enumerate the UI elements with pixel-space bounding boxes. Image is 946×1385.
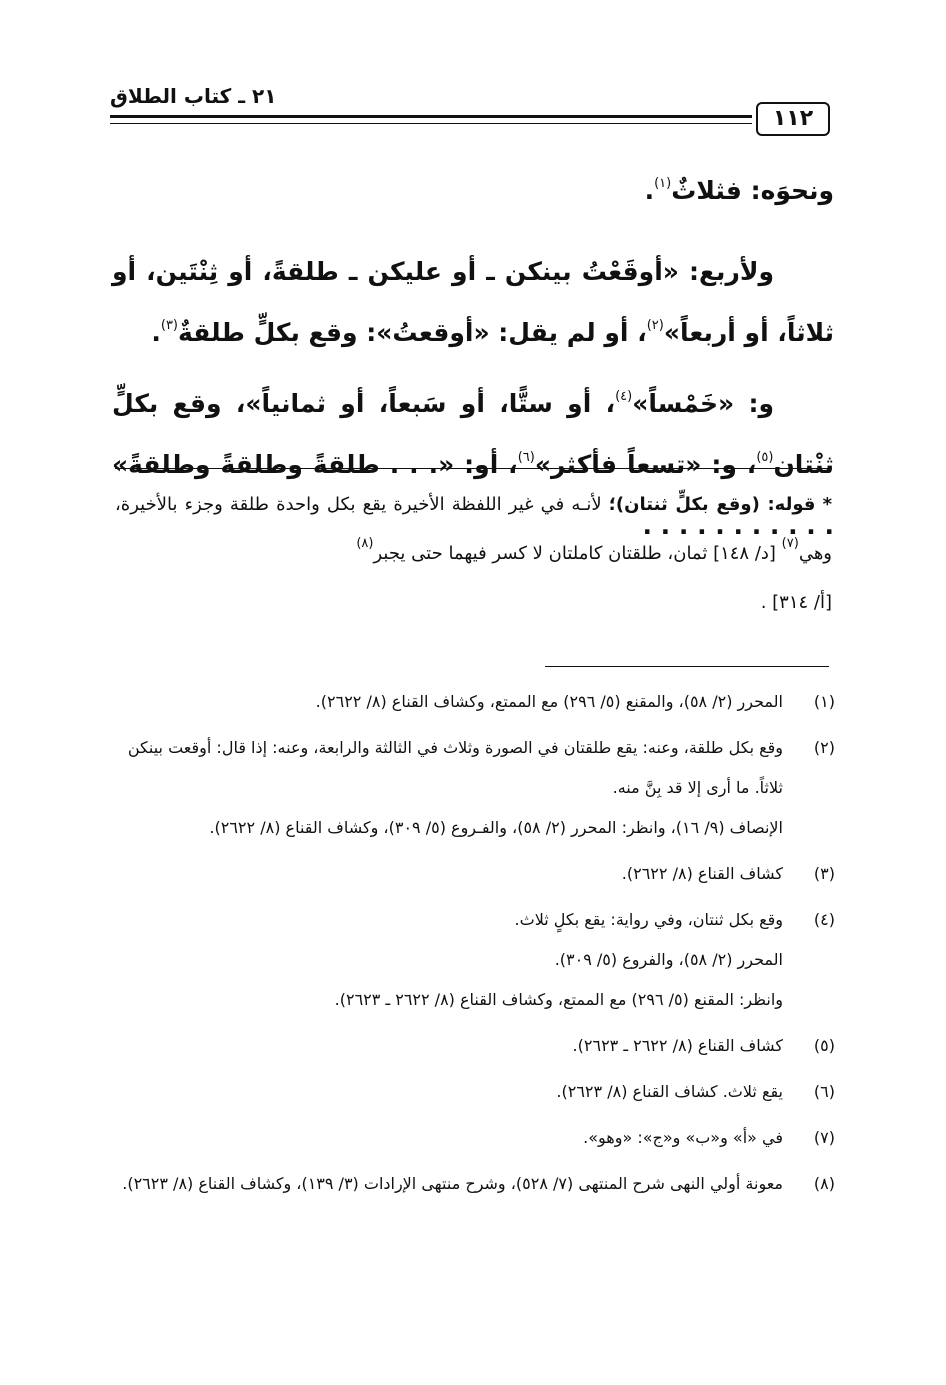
footnote-ref[interactable]: (٣) — [160, 318, 178, 333]
commentary-lead: قوله: (وقع بكلٍّ ثنتان)؛ — [608, 494, 816, 515]
main-text-span: ، أو ستًّا، أو سَبعاً، أو ثمانياً»، وقع بكلٍّ ثنْتان — [112, 389, 834, 479]
footnote-body — [115, 682, 783, 722]
footnote-line: كشاف القناع (٨/ ٢٦٢٢ ـ ٢٦٢٣). — [572, 1036, 783, 1055]
footnote-body — [115, 900, 783, 1020]
footnotes-divider — [545, 666, 829, 667]
footnote-body — [115, 1026, 783, 1066]
commentary — [115, 480, 832, 627]
header-rule-thick — [110, 115, 752, 118]
footnote-ref[interactable]: (٧) — [781, 536, 799, 551]
footnote-item — [115, 900, 835, 1020]
footnote-ref[interactable]: (١) — [654, 176, 672, 191]
star-mark: * — [822, 494, 832, 515]
chapter-title: ٢١ ـ كتاب الطلاق — [110, 84, 277, 108]
main-text-span: . — [151, 318, 161, 347]
main-text-span: ، و: «تسعاً فأكثر» — [534, 450, 757, 479]
footnote-line: معونة أولي النهى شرح المنتهى (٧/ ٥٢٨)، وشرح منتهى الإرادات (٣/ ١٣٩)، وكشاف القناع (٨/ ٢٦٢٣). — [122, 1174, 783, 1193]
footnote-ref[interactable]: (٨) — [356, 536, 374, 551]
footnote-item — [115, 1026, 835, 1066]
footnote-number: (٧) — [813, 1128, 835, 1147]
commentary-text: [د/ ١٤٨] ثمان، طلقتان كاملتان لا كسر فيهما حتى يجبر — [373, 543, 776, 564]
footnote-item — [115, 854, 835, 894]
main-text-span: و: «خَمْساً» — [632, 389, 774, 418]
commentary-text: لأنـه في غير اللفظة الأخيرة يقع بكل واحدة طلقة وجزء بالأخيرة، وهي — [115, 494, 832, 564]
footnote-line: وقع بكل طلقة، وعنه: يقع طلقتان في الصورة وثلاث في الثالثة والرابعة، وعنه: إذا قال: أوقعت بينكن ثلاثاً. ما أرى إلا قد بِنَّ منه. — [127, 738, 783, 797]
footnote-ref[interactable]: (٢) — [646, 318, 664, 333]
footnote-item — [115, 1118, 835, 1158]
footnote-number: (٢) — [813, 738, 835, 757]
main-text-span: ، أو: «. . . طلقةً وطلقةً وطلقةً» . . . . . . . . . . . — [112, 450, 834, 540]
page-header — [110, 84, 830, 134]
footnote-item — [115, 1164, 835, 1204]
footnote-ref[interactable]: (٥) — [756, 450, 774, 465]
footnote-item — [115, 728, 835, 848]
footnote-number: (١) — [813, 692, 835, 711]
footnote-line: المحرر (٢/ ٥٨)، والمقنع (٥/ ٢٩٦) مع الممتع، وكشاف القناع (٨/ ٢٦٢٢). — [315, 692, 783, 711]
footnote-number: (٥) — [813, 1036, 835, 1055]
header-rule-thin — [110, 123, 752, 124]
footnote-item — [115, 1072, 835, 1112]
footnote-item — [115, 682, 835, 722]
main-text-span: ونحوَه: فثلاثٌ — [671, 176, 834, 205]
footnote-body — [115, 728, 783, 848]
footnote-line: يقع ثلاث. كشاف القناع (٨/ ٢٦٢٣). — [556, 1082, 783, 1101]
main-paragraph-2 — [112, 241, 834, 363]
footnote-line: المحرر (٢/ ٥٨)، والفروع (٥/ ٣٠٩). — [554, 950, 783, 969]
main-paragraph-1 — [112, 160, 834, 221]
footnote-number: (٨) — [813, 1174, 835, 1193]
footnote-ref[interactable]: (٦) — [517, 450, 535, 465]
footnotes — [115, 682, 835, 1210]
footnote-body — [115, 854, 783, 894]
main-text-span: ، أو لم يقل: «أوقعتُ»: وقع بكلٍّ طلقةٌ — [178, 318, 647, 347]
footnote-body — [115, 1164, 783, 1204]
footnote-number: (٤) — [813, 910, 835, 929]
page-number: ١١٢ — [756, 102, 830, 136]
footnote-line: وانظر: المقنع (٥/ ٢٩٦) مع الممتع، وكشاف القناع (٨/ ٢٦٢٢ ـ ٢٦٢٣). — [334, 990, 783, 1009]
footnote-line: الإنصاف (٩/ ١٦)، وانظر: المحرر (٢/ ٥٨)، والفـروع (٥/ ٣٠٩)، وكشاف القناع (٨/ ٢٦٢٢). — [209, 818, 783, 837]
footnote-body — [115, 1118, 783, 1158]
commentary-text: [أ/ ٣١٤] . — [760, 592, 832, 613]
footnote-body — [115, 1072, 783, 1112]
main-text-span: . — [644, 176, 655, 205]
footnote-line: في «أ» و«ب» و«ج»: «وهو». — [583, 1128, 783, 1147]
footnote-ref[interactable]: (٤) — [615, 389, 633, 404]
footnote-line: وقع بكل ثنتان، وفي رواية: يقع بكلٍ ثلاث. — [514, 910, 783, 929]
commentary-divider — [115, 468, 832, 469]
footnote-line: كشاف القناع (٨/ ٢٦٢٢). — [621, 864, 783, 883]
footnote-number: (٣) — [813, 864, 835, 883]
main-text-span: ولأربع: «أوقَعْتُ بينكن ـ أو عليكن ـ طلقةً، أو ثِنْتَين، أو ثلاثاً، أو أربعاً» — [112, 257, 834, 347]
footnote-number: (٦) — [813, 1082, 835, 1101]
